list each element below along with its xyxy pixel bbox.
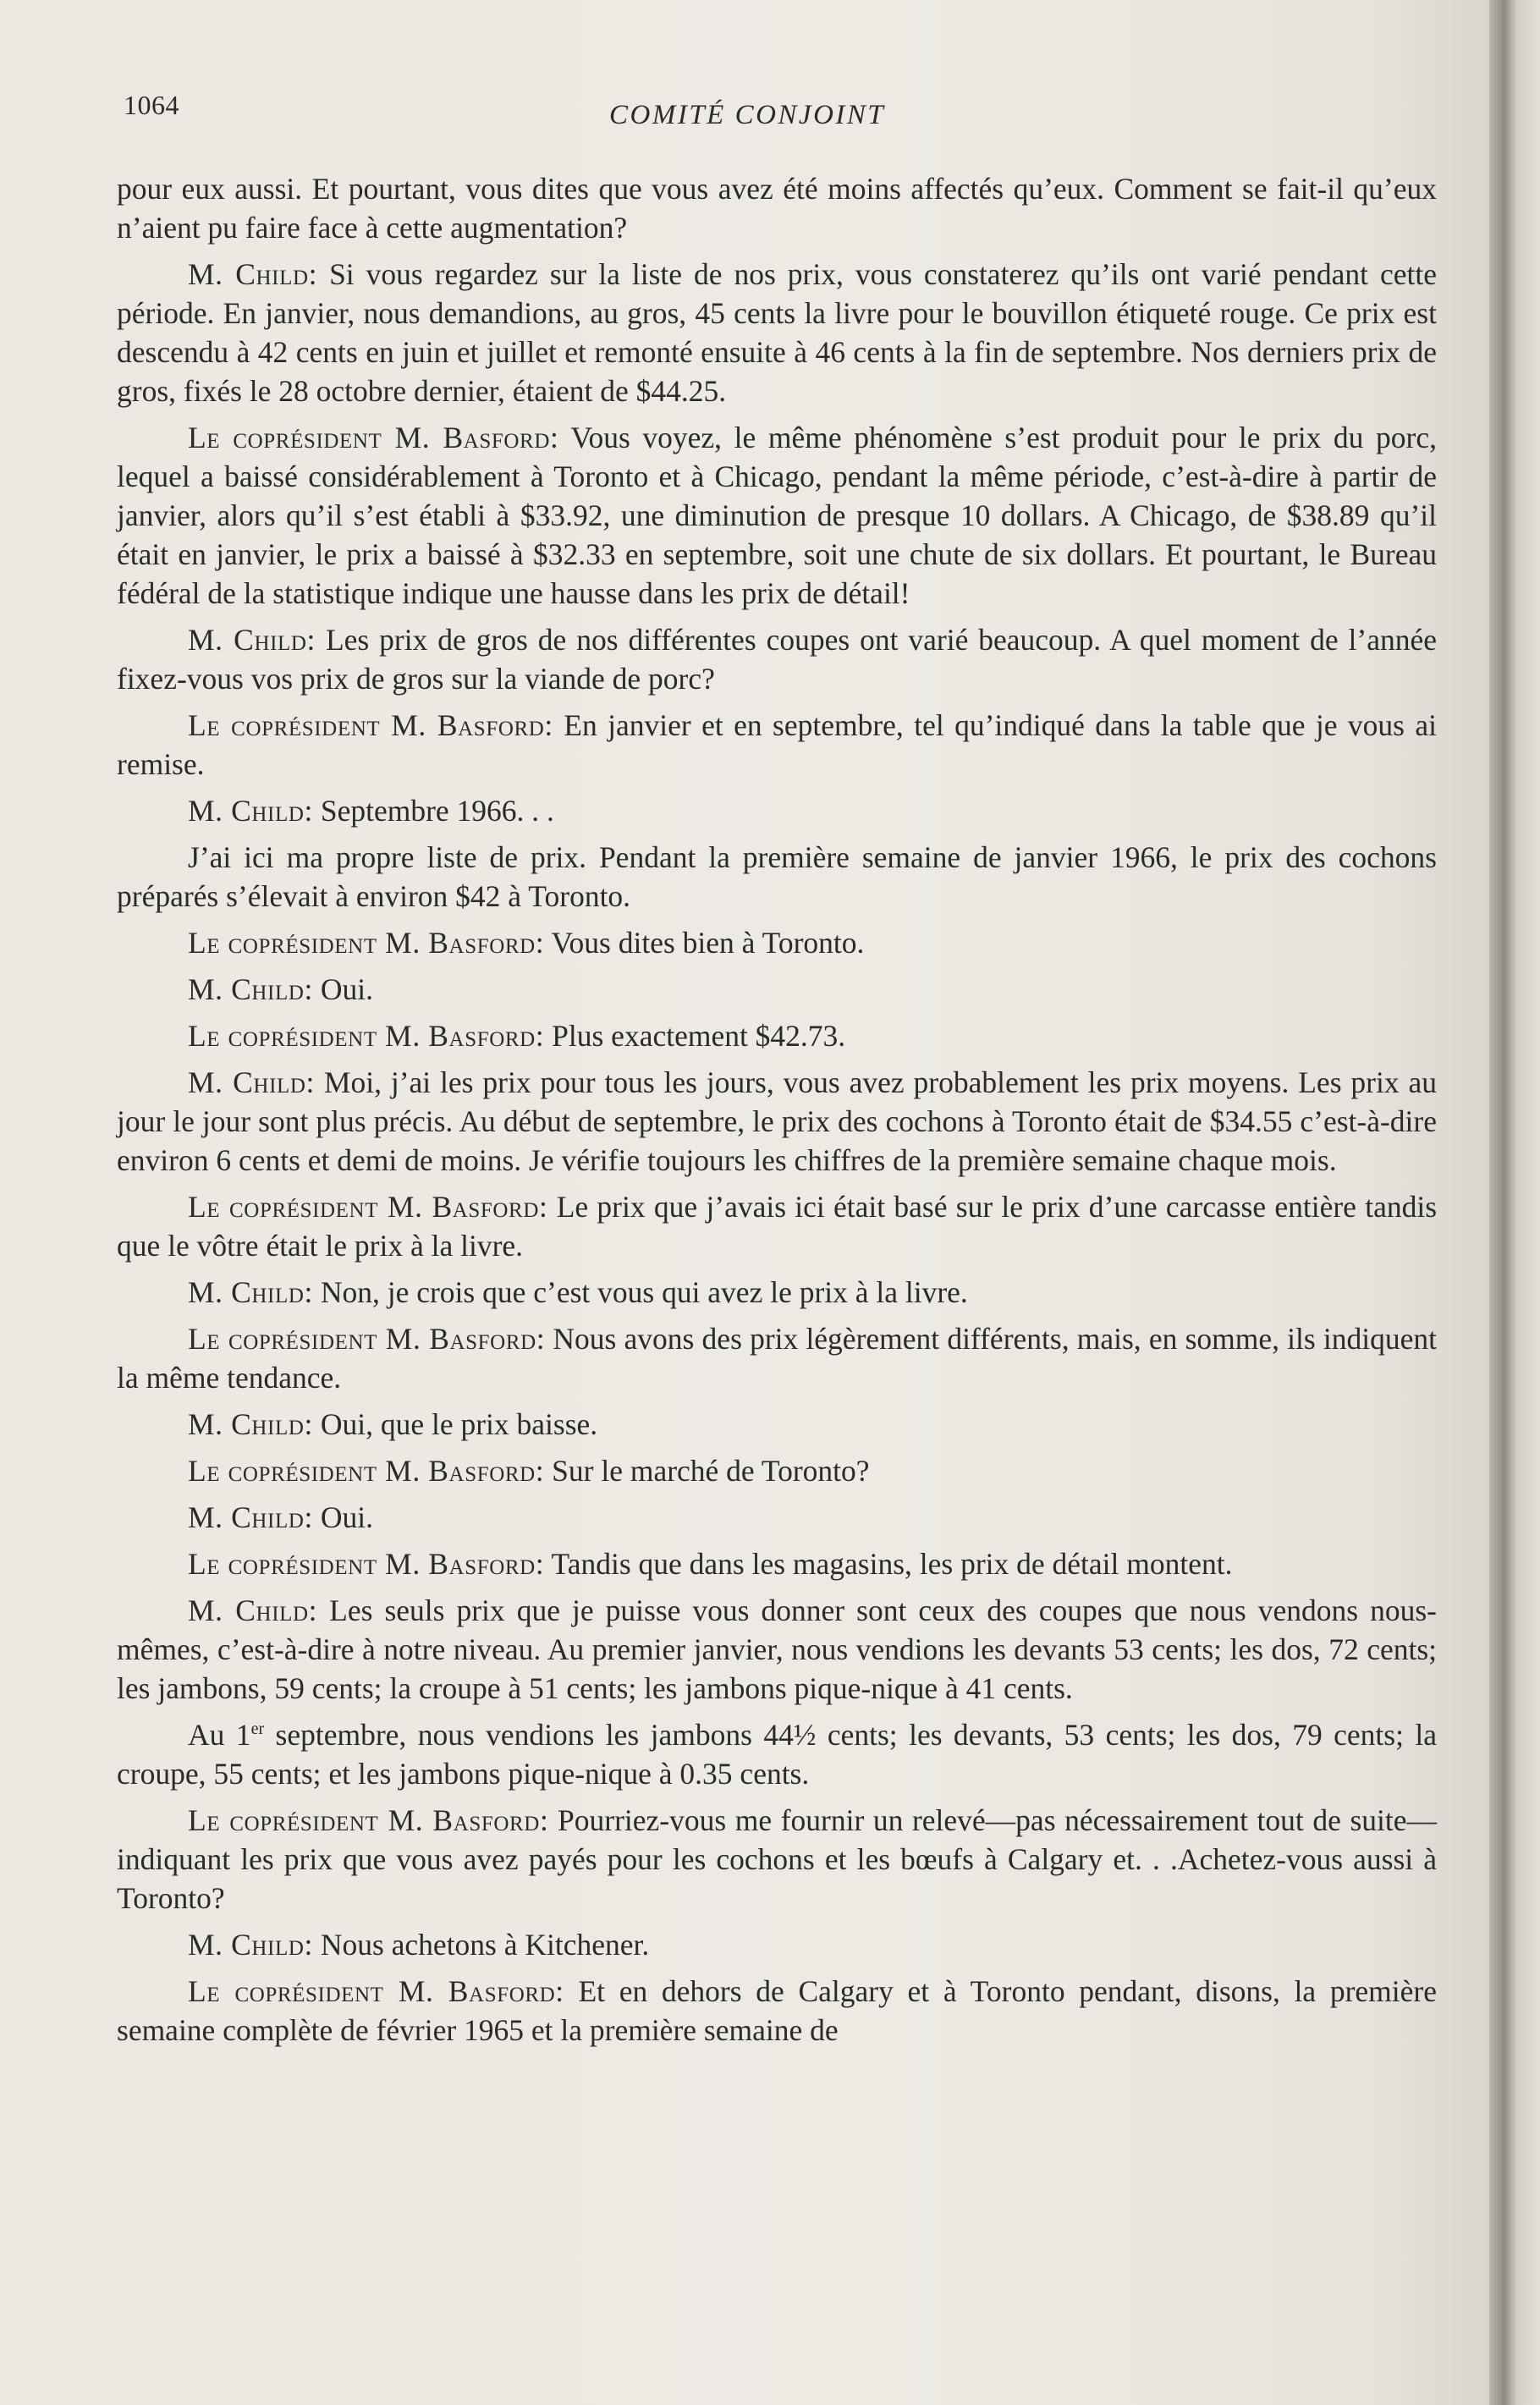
paragraph: Le coprésident M. Basford: Et en dehors de Calgary et à Toronto pendant, disons, la première semaine complète de février 1965 et la première semaine de	[117, 1974, 1437, 2047]
paragraph: Le coprésident M. Basford: Nous avons des prix légèrement différents, mais, en somme, ils indiquent la même tendance.	[117, 1322, 1438, 1395]
speaker: M. Child:	[188, 794, 313, 828]
speaker: M. Child:	[188, 1593, 318, 1627]
body-text	[117, 169, 1437, 2057]
paragraph: M. Child: Oui, que le prix baisse.	[188, 1407, 598, 1441]
speaker: M. Child:	[188, 257, 318, 291]
speaker: M. Child:	[188, 1500, 313, 1534]
paragraph: M. Child: Nous achetons à Kitchener.	[188, 1928, 650, 1962]
speaker: Le coprésident M. Basford:	[188, 1322, 546, 1356]
speaker: Le coprésident M. Basford:	[188, 1547, 545, 1581]
paragraph: Le coprésident M. Basford: Sur le marché de Toronto?	[188, 1454, 870, 1488]
paragraph: M. Child: Les prix de gros de nos différentes coupes ont varié beaucoup. A quel moment de l’année fixez-vous vos prix de gros sur la viande de porc?	[117, 623, 1437, 696]
book-gutter	[1489, 0, 1540, 2405]
paragraph: J’ai ici ma propre liste de prix. Pendant la première semaine de janvier 1966, le prix des cochons préparés s’élevait à environ $42 à Toronto.	[117, 840, 1437, 913]
speaker: Le coprésident M. Basford:	[188, 708, 553, 742]
superscript: er	[250, 1720, 265, 1739]
paragraph: Le coprésident M. Basford: En janvier et en septembre, tel qu’indiqué dans la table que je vous ai remise.	[117, 708, 1437, 781]
paragraph: Le coprésident M. Basford: Vous voyez, le même phénomène s’est produit pour le prix du porc, lequel a baissé considérablement à Toronto et à Chicago, pendant la même période, c’est-à-dire à partir de janvier, alors qu’il s’est établi à $33.92, une diminution de presque 10 dollars. A Chicago, de $38.89 qu’il était en janvier, le prix a baissé à $32.33 en septembre, soit une chute de six dollars. Et pourtant, le Bureau fédéral de la statistique indique une hausse dans les prix de détail!	[117, 421, 1437, 610]
paragraph: M. Child: Non, je crois que c’est vous qui avez le prix à la livre.	[188, 1275, 968, 1309]
speaker: Le coprésident M. Basford:	[188, 1803, 549, 1837]
page-number: 1064	[124, 90, 179, 120]
paragraph: M. Child: Moi, j’ai les prix pour tous les jours, vous avez probablement les prix moyens. Les prix au jour le jour sont plus précis. Au début de septembre, le prix des cochons à Toronto était de $34.55 c’est-à-dire environ 6 cents et demi de moins. Je vérifie toujours les chiffres de la première semaine chaque mois.	[117, 1065, 1437, 1177]
paragraph: Le coprésident M. Basford: Le prix que j’avais ici était basé sur le prix d’une carcasse entière tandis que le vôtre était le prix à la livre.	[117, 1190, 1438, 1263]
paragraph: M. Child: Oui.	[188, 1500, 373, 1534]
paragraph: Le coprésident M. Basford: Tandis que dans les magasins, les prix de détail montent.	[188, 1547, 1233, 1581]
speaker: Le coprésident M. Basford:	[188, 1454, 545, 1488]
paragraph: M. Child: Les seuls prix que je puisse vous donner sont ceux des coupes que nous vendons nous-mêmes, c’est-à-dire à notre niveau. Au premier janvier, nous vendions les devants 53 cents; les dos, 72 cents; les jambons, 59 cents; la croupe à 51 cents; les jambons pique-nique à 41 cents.	[117, 1593, 1437, 1705]
speaker: M. Child:	[188, 1275, 313, 1309]
speaker: Le coprésident M. Basford:	[188, 1019, 545, 1053]
speaker: Le coprésident M. Basford:	[188, 421, 559, 454]
paragraph: Le coprésident M. Basford: Plus exactement $42.73.	[188, 1019, 846, 1053]
paragraph: M. Child: Si vous regardez sur la liste de nos prix, vous constaterez qu’ils ont varié pendant cette période. En janvier, nous demandions, au gros, 45 cents la livre pour le bouvillon étiqueté rouge. Ce prix est descendu à 42 cents en juin et juillet et remonté ensuite à 46 cents à la fin de septembre. Nos derniers prix de gros, fixés le 28 octobre dernier, étaient de $44.25.	[117, 257, 1437, 408]
speaker: Le coprésident M. Basford:	[188, 926, 545, 960]
paragraph: Le coprésident M. Basford: Vous dites bien à Toronto.	[188, 926, 865, 960]
paragraph: Le coprésident M. Basford: Pourriez-vous me fournir un relevé—pas nécessairement tout de suite—indiquant les prix que vous avez payés pour les cochons et les bœufs à Calgary et. . .Achetez-vous aussi à Toronto?	[117, 1803, 1437, 1915]
paragraph: pour eux aussi. Et pourtant, vous dites que vous avez été moins affectés qu’eux. Comment se fait-il qu’eux n’aient pu faire face à cette augmentation?	[117, 172, 1437, 245]
speaker: Le coprésident M. Basford:	[188, 1190, 548, 1224]
paragraph: Au 1er septembre, nous vendions les jambons 44½ cents; les devants, 53 cents; les dos, 79 cents; la croupe, 55 cents; et les jambons pique-nique à 0.35 cents.	[117, 1718, 1438, 1791]
running-title: COMITÉ CONJOINT	[609, 100, 886, 130]
speaker: M. Child:	[188, 1928, 313, 1962]
speaker: M. Child:	[188, 1407, 313, 1441]
speaker: M. Child:	[188, 972, 313, 1006]
speaker: M. Child:	[188, 1065, 315, 1099]
paragraph: M. Child: Oui.	[188, 972, 373, 1006]
speaker: Le coprésident M. Basford:	[188, 1974, 564, 2008]
paragraph: M. Child: Septembre 1966. . .	[188, 794, 554, 828]
speaker: M. Child:	[188, 623, 316, 657]
